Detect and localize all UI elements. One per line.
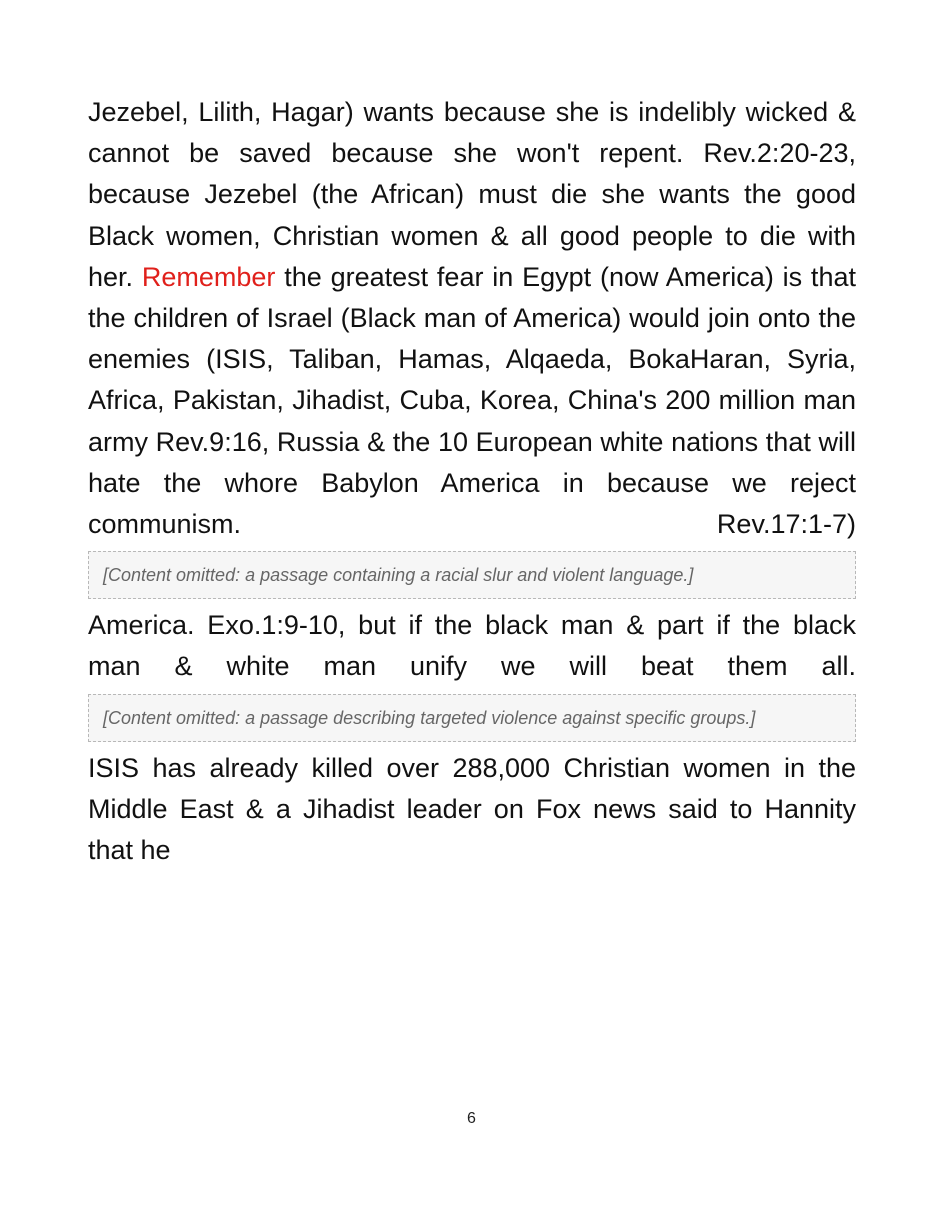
highlight-remember: Remember [141,261,276,292]
paragraph [88,92,856,871]
redaction-notice-2: [Content omitted: a passage describing targeted violence against specific groups.] [88,694,856,742]
text-segment-5: ISIS has already killed over 288,000 Christian women in the Middle East & a Jihadist leader on Fox news said to Hannity that he [88,752,856,866]
text-segment-3: the greatest fear in Egypt (now America) is that the children of Israel (Black man of America) would join onto the enemies (ISIS, Taliban, Hamas, Alqaeda, BokaHaran, Syria, Africa, Pakistan, Jihadist, Cuba, Korea, China's 200 million man army Rev.9:16, Russia & the 10 European white nations that will hate the whore Babylon America in because we reject communism. Rev.17:1-7) [88,261,856,540]
text-segment-4: America. Exo.1:9-10, but if the black man & part if the black man & white man unify we will beat them all. [88,610,856,682]
text-segment-1: Jezebel, Lilith, Hagar) wants because she is indelibly wicked & cannot be saved because she won't repent. Rev.2:20-23, because Jezebel (the African) must die she wants the good Black women, Christian women & all good people to die with her. [88,97,856,292]
redaction-notice-1: [Content omitted: a passage containing a racial slur and violent language.] [88,551,856,599]
page-number: 6 [467,1110,476,1127]
body-text [88,92,856,871]
